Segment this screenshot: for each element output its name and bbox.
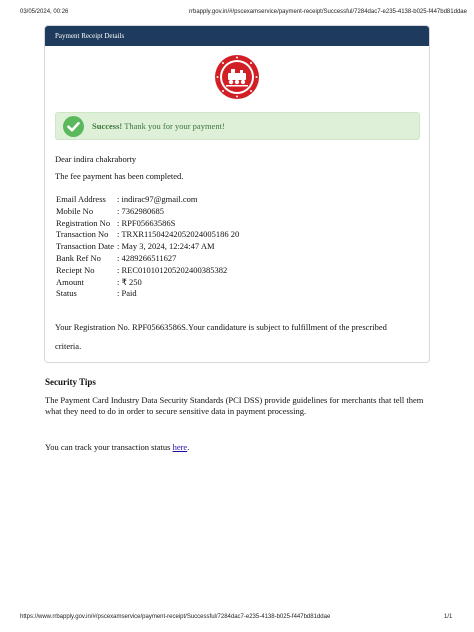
track-transaction: [45, 442, 189, 452]
success-alert: [55, 112, 420, 140]
detail-row-transaction-no: [56, 229, 239, 241]
payment-receipt-card: [44, 25, 430, 363]
payment-completed-text: The fee payment has been completed.: [55, 171, 184, 181]
track-suffix: .: [187, 442, 190, 452]
success-message: Thank you for your payment!: [124, 121, 225, 131]
detail-row-transaction-date: [56, 241, 239, 253]
track-text: You can track your transaction status: [45, 442, 173, 452]
detail-label: Registration No: [56, 217, 111, 228]
detail-row-status: [56, 288, 239, 300]
security-tips-body: The Payment Card Industry Data Security Standards (PCI DSS) provide guidelines for merchants that tell them what they need to do in order to secure sensitive data in payment processing.: [45, 395, 424, 416]
detail-row-registration: [56, 218, 239, 230]
indian-railways-logo: [214, 54, 260, 100]
detail-row-mobile: [56, 206, 239, 218]
detail-value: : 4289266511627: [117, 252, 177, 263]
detail-value: : indirac97@gmail.com: [117, 194, 198, 204]
print-page-number: 1/1: [444, 614, 453, 620]
card-header: Payment Receipt Details: [45, 26, 429, 46]
print-footer-url: https://www.rrbapply.gov.in/#/pscexamservice/payment-receipt/Successful/7284dac7-e235-4138-b025-f447bd81ddae: [20, 614, 331, 620]
registration-note: Your Registration No. RPF05663586S.Your candidature is subject to fulfillment of the prescribed criteria.: [55, 322, 387, 351]
detail-value: : May 3, 2024, 12:24:47 AM: [117, 241, 215, 252]
print-header: [0, 0, 474, 22]
greeting: Dear indira chakraborty: [55, 154, 137, 164]
detail-row-receipt: [56, 265, 239, 277]
payment-details-table: [56, 194, 239, 300]
detail-value: : TRXR11504242052024005186 20: [117, 229, 240, 240]
railways-emblem-icon: [214, 54, 260, 100]
detail-label: Amount: [56, 276, 84, 287]
success-text: [92, 121, 225, 131]
print-datetime: 03/05/2024, 00:26: [20, 9, 69, 15]
detail-value: : REC010101205202400385382: [117, 264, 228, 275]
detail-value: : ₹ 250: [117, 276, 142, 287]
detail-value: : 7362980685: [117, 205, 164, 216]
detail-label: Transaction Date: [56, 241, 114, 252]
detail-label: Status: [56, 288, 77, 299]
success-check-icon: [63, 116, 84, 137]
success-bold: Success!: [92, 121, 123, 131]
detail-value: : Paid: [117, 288, 137, 299]
security-tips-title: Security Tips: [45, 377, 96, 387]
detail-label: Bank Ref No: [56, 252, 101, 263]
track-here-link[interactable]: here: [172, 442, 188, 452]
print-footer: [0, 614, 474, 626]
detail-value: : RPF05663586S: [117, 217, 176, 228]
detail-label: Reciept No: [56, 264, 95, 275]
detail-label: Email Address: [56, 194, 106, 204]
print-url: rrbapply.gov.in/#/pscexamservice/payment-receipt/Successful/7284dac7-e235-4138-b025-f447bd81ddae: [189, 9, 467, 15]
detail-row-bank-ref: [56, 253, 239, 265]
detail-row-amount: [56, 277, 239, 289]
detail-label: Transaction No: [56, 229, 109, 240]
detail-row-email: [56, 194, 239, 206]
detail-label: Mobile No: [56, 205, 94, 216]
